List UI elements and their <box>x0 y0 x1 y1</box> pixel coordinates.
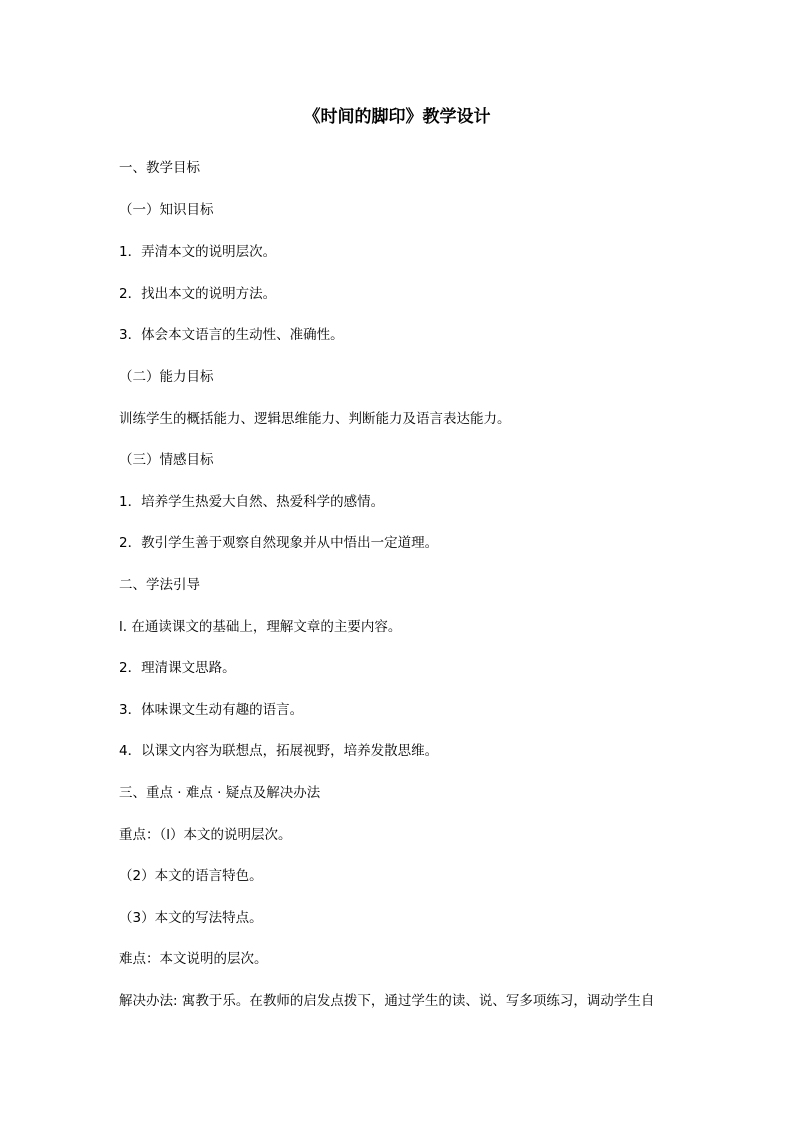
list-item: 1．培养学生热爱大自然、热爱科学的感情。 <box>119 494 385 510</box>
list-item: 2．理清课文思路。 <box>119 660 236 676</box>
paragraph: （2）本文的语言特色。 <box>119 868 263 884</box>
list-item: 2．找出本文的说明方法。 <box>119 286 277 302</box>
document-title: 《时间的脚印》教学设计 <box>303 107 491 127</box>
list-item: 1．弄清本文的说明层次。 <box>119 244 277 260</box>
list-item: 3．体味课文生动有趣的语言。 <box>119 702 304 718</box>
section-heading-key-points: 三、重点 · 难点 · 疑点及解决办法 <box>119 785 321 801</box>
subsection-heading-emotion-goals: （三）情感目标 <box>119 452 214 468</box>
paragraph: （3）本文的写法特点。 <box>119 910 263 926</box>
list-item: 3．体会本文语言的生动性、准确性。 <box>119 327 344 343</box>
list-item: l. 在通读课文的基础上，理解文章的主要内容。 <box>119 619 402 635</box>
paragraph: 解决办法: 寓教于乐。在教师的启发点拨下，通过学生的读、说、写多项练习，调动学生自 <box>119 993 655 1009</box>
paragraph: 训练学生的概括能力、逻辑思维能力、判断能力及语言表达能力。 <box>119 411 511 427</box>
subsection-heading-ability-goals: （二）能力目标 <box>119 369 214 385</box>
list-item: 2．教引学生善于观察自然现象并从中悟出一定道理。 <box>119 535 439 551</box>
section-heading-study-guidance: 二、学法引导 <box>119 577 200 593</box>
list-item: 4．以课文内容为联想点，拓展视野，培养发散思维。 <box>119 743 439 759</box>
paragraph: 难点：本文说明的层次。 <box>119 951 268 967</box>
subsection-heading-knowledge-goals: （一）知识目标 <box>119 202 214 218</box>
paragraph: 重点：（l）本文的说明层次。 <box>119 827 292 843</box>
section-heading-teaching-goals: 一、教学目标 <box>119 160 200 176</box>
